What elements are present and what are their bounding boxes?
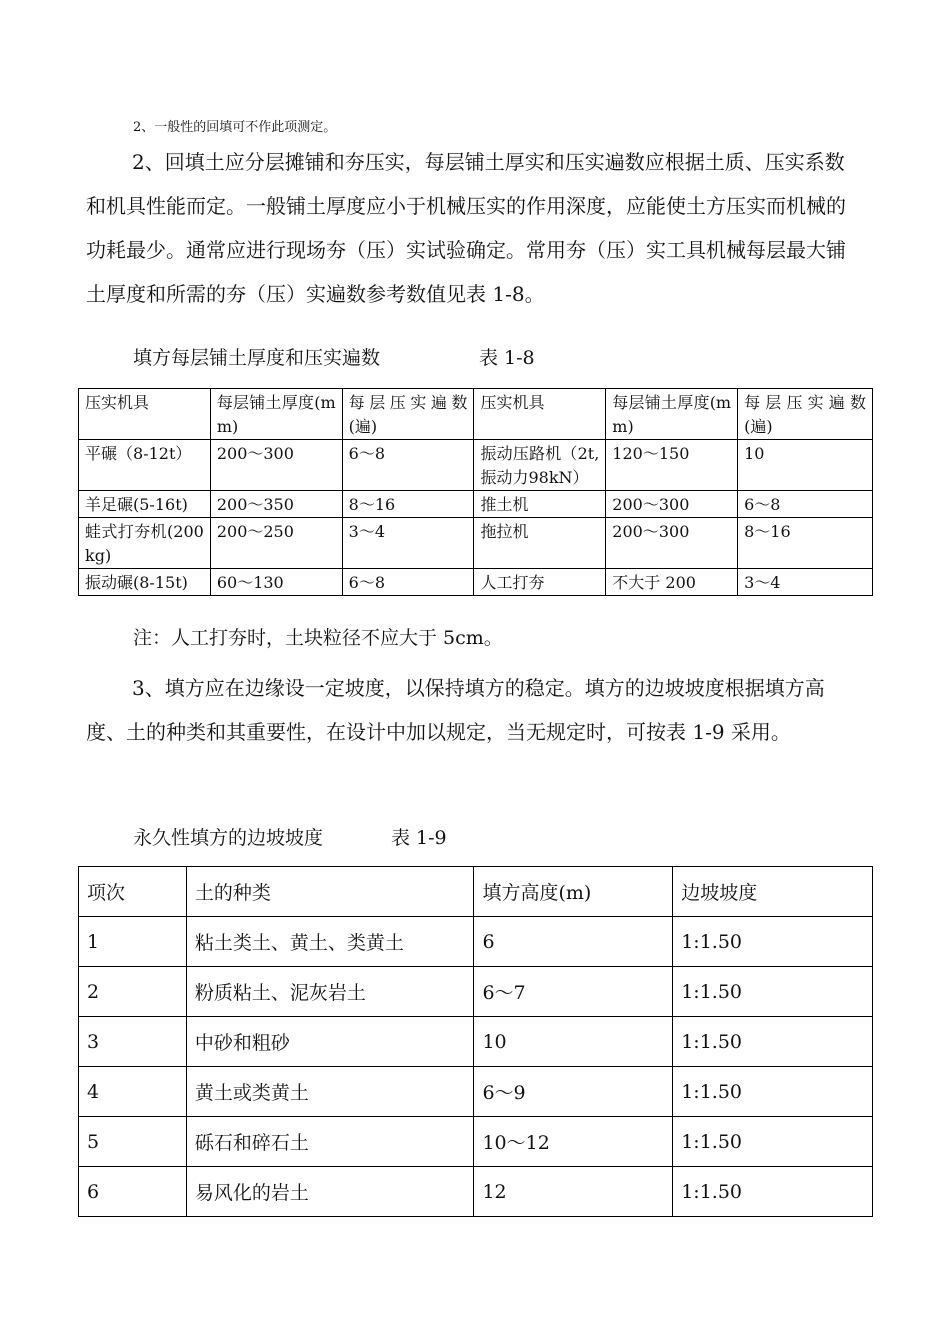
- table-cell: 1:1.50: [673, 967, 873, 1017]
- table-cell: 羊足碾(5-16t): [79, 491, 211, 518]
- paragraph-compaction: [86, 140, 864, 316]
- table-row: [79, 967, 873, 1017]
- table-1-8-caption: 填方每层铺土厚度和压实遍数: [133, 347, 381, 369]
- table-cell: 6～7: [474, 967, 673, 1017]
- table-cell: 1: [79, 917, 187, 967]
- table-cell: 人工打夯: [474, 569, 606, 596]
- header-cell: 项次: [79, 867, 187, 917]
- table-cell: 拖拉机: [474, 518, 606, 569]
- table-cell: 200～250: [210, 518, 342, 569]
- table-cell: 中砂和粗砂: [186, 1017, 474, 1067]
- table-cell: 5: [79, 1117, 187, 1167]
- table-cell: 1:1.50: [673, 917, 873, 967]
- table-cell: 12: [474, 1167, 673, 1217]
- table-cell: 1:1.50: [673, 1067, 873, 1117]
- top-note: 2、一般性的回填可不作此项测定。: [133, 120, 337, 135]
- header-cell: 边坡坡度: [673, 867, 873, 917]
- table-header-row: [79, 867, 873, 917]
- header-cell: 压实机具: [79, 389, 211, 440]
- table-row: [79, 1167, 873, 1217]
- table-cell: 8～16: [738, 518, 873, 569]
- table-cell: 3～4: [342, 518, 474, 569]
- table-cell: 不大于 200: [606, 569, 738, 596]
- table-cell: 2: [79, 967, 187, 1017]
- table-cell: 振动碾(8-15t): [79, 569, 211, 596]
- table-row: [79, 1067, 873, 1117]
- table-row: [79, 569, 873, 596]
- table-cell: 平碾（8-12t）: [79, 440, 211, 491]
- table-1-8-note: 注：人工打夯时，土块粒径不应大于 5cm。: [133, 627, 503, 649]
- table-cell: 蛙式打夯机(200kg): [79, 518, 211, 569]
- table-cell: 1:1.50: [673, 1117, 873, 1167]
- table-cell: 200～300: [210, 440, 342, 491]
- table-cell: 1:1.50: [673, 1017, 873, 1067]
- table-cell: 粘土类土、黄土、类黄土: [186, 917, 474, 967]
- table-row: [79, 518, 873, 569]
- header-cell: 每层压实遍数(遍): [738, 389, 873, 440]
- table-cell: 易风化的岩土: [186, 1167, 474, 1217]
- header-cell: 填方高度(m): [474, 867, 673, 917]
- table-cell: 1:1.50: [673, 1167, 873, 1217]
- table-cell: 200～350: [210, 491, 342, 518]
- table-cell: 120～150: [606, 440, 738, 491]
- table-row: [79, 440, 873, 491]
- paragraph-slope-text: 3、填方应在边缘设一定坡度，以保持填方的稳定。填方的边坡坡度根据填方高度、土的种类和其重要性，在设计中加以规定，当无规定时，可按表 1-9 采用。: [86, 676, 825, 744]
- table-cell: 10: [474, 1017, 673, 1067]
- table-cell: 推土机: [474, 491, 606, 518]
- table-row: [79, 491, 873, 518]
- table-cell: 3～4: [738, 569, 873, 596]
- table-cell: 6: [474, 917, 673, 967]
- table-cell: 6: [79, 1167, 187, 1217]
- table-cell: 粉质粘土、泥灰岩土: [186, 967, 474, 1017]
- table-1-9: [78, 866, 873, 1217]
- table-1-9-caption: 永久性填方的边坡坡度: [133, 827, 324, 849]
- table-cell: 8～16: [342, 491, 474, 518]
- header-cell: 土的种类: [186, 867, 474, 917]
- header-cell: 每层压实遍数(遍): [342, 389, 474, 440]
- paragraph-slope: [86, 666, 864, 754]
- table-cell: 黄土或类黄土: [186, 1067, 474, 1117]
- table-cell: 振动压路机（2t,振动力98kN）: [474, 440, 606, 491]
- table-1-9-number: 表 1-9: [391, 827, 447, 849]
- table-cell: 6～8: [738, 491, 873, 518]
- table-row: [79, 1017, 873, 1067]
- table-cell: 10: [738, 440, 873, 491]
- table-cell: 60～130: [210, 569, 342, 596]
- table-cell: 10～12: [474, 1117, 673, 1167]
- table-cell: 200～300: [606, 518, 738, 569]
- table-cell: 6～8: [342, 440, 474, 491]
- paragraph-compaction-text: 2、回填土应分层摊铺和夯压实，每层铺土厚实和压实遍数应根据土质、压实系数和机具性能而定。一般铺土厚度应小于机械压实的作用深度，应能使土方压实而机械的功耗最少。通常应进行现场夯（压）实试验确定。常用夯（压）实工具机械每层最大铺土厚度和所需的夯（压）实遍数参考数值见表 1-8。: [86, 150, 846, 306]
- table-cell: 3: [79, 1017, 187, 1067]
- header-cell: 每层铺土厚度(mm): [210, 389, 342, 440]
- header-cell: 每层铺土厚度(mm): [606, 389, 738, 440]
- table-cell: 4: [79, 1067, 187, 1117]
- table-1-8: [78, 388, 873, 596]
- header-cell: 压实机具: [474, 389, 606, 440]
- table-1-8-number: 表 1-8: [479, 347, 535, 369]
- table-cell: 200～300: [606, 491, 738, 518]
- table-cell: 砾石和碎石土: [186, 1117, 474, 1167]
- table-row: [79, 1117, 873, 1167]
- table-cell: 6～9: [474, 1067, 673, 1117]
- table-cell: 6～8: [342, 569, 474, 596]
- table-header-row: [79, 389, 873, 440]
- table-row: [79, 917, 873, 967]
